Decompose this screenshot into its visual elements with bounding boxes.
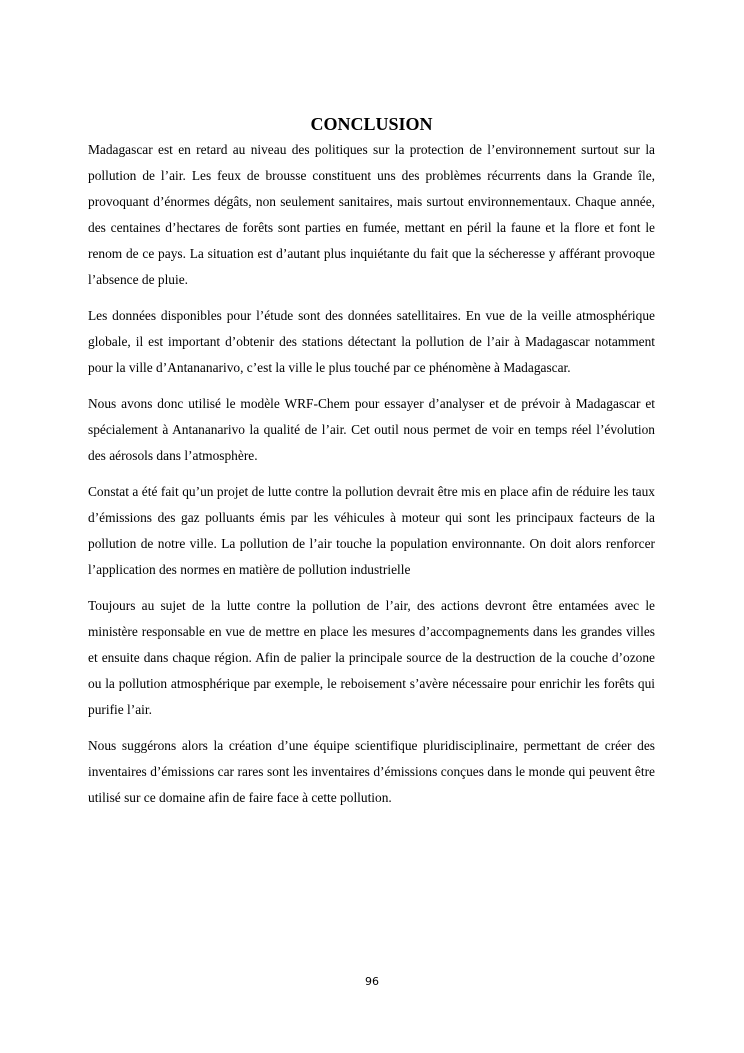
paragraph-4: Constat a été fait qu’un projet de lutte contre la pollution devrait être mis en place afin de réduire les taux d’émissions des gaz polluants émis par les véhicules à moteur qui sont les principaux facteurs de la pollution de notre ville. La pollution de l’air touche la population environnante. On doit alors renforcer l’application des normes en matière de pollution industrielle — [88, 484, 655, 577]
page-number: 96 — [365, 975, 379, 988]
paragraph-6: Nous suggérons alors la création d’une équipe scientifique pluridisciplinaire, permettant de créer des inventaires d’émissions car rares sont les inventaires d’émissions conçues dans le monde qui peuvent être utilisé sur ce domaine afin de faire face à cette pollution. — [88, 738, 655, 805]
page-title: CONCLUSION — [310, 114, 433, 134]
paragraph-1: Madagascar est en retard au niveau des politiques sur la protection de l’environnement surtout sur la pollution de l’air. Les feux de brousse constituent uns des problèmes récurrents dans la Grande île, provoquant d’énormes dégâts, non seulement sanitaires, mais surtout environnementaux. Chaque année, des centaines d’hectares de forêts sont parties en fumée, mettant en péril la faune et la flore et font le renom de ce pays. La situation est d’autant plus inquiétante du fait que la sécheresse y afférant provoque l’absence de pluie. — [88, 142, 655, 287]
paragraph-3: Nous avons donc utilisé le modèle WRF-Chem pour essayer d’analyser et de prévoir à Madagascar et spécialement à Antananarivo la qualité de l’air. Cet outil nous permet de voir en temps réel l’évolution des aérosols dans l’atmosphère. — [88, 396, 655, 463]
paragraph-5: Toujours au sujet de la lutte contre la pollution de l’air, des actions devront être entamées avec le ministère responsable en vue de mettre en place les mesures d’accompagnements dans les grandes villes et ensuite dans chaque région. Afin de palier la principale source de la destruction de la couche d’ozone ou la pollution atmosphérique par exemple, le reboisement s’avère nécessaire pour enrichir les forêts qui purifie l’air. — [88, 598, 655, 717]
body-text — [88, 137, 655, 821]
paragraph-2: Les données disponibles pour l’étude sont des données satellitaires. En vue de la veille atmosphérique globale, il est important d’obtenir des stations détectant la pollution de l’air à Madagascar notamment pour la ville d’Antananarivo, c’est la ville le plus touché par ce phénomène à Madagascar. — [88, 308, 655, 375]
